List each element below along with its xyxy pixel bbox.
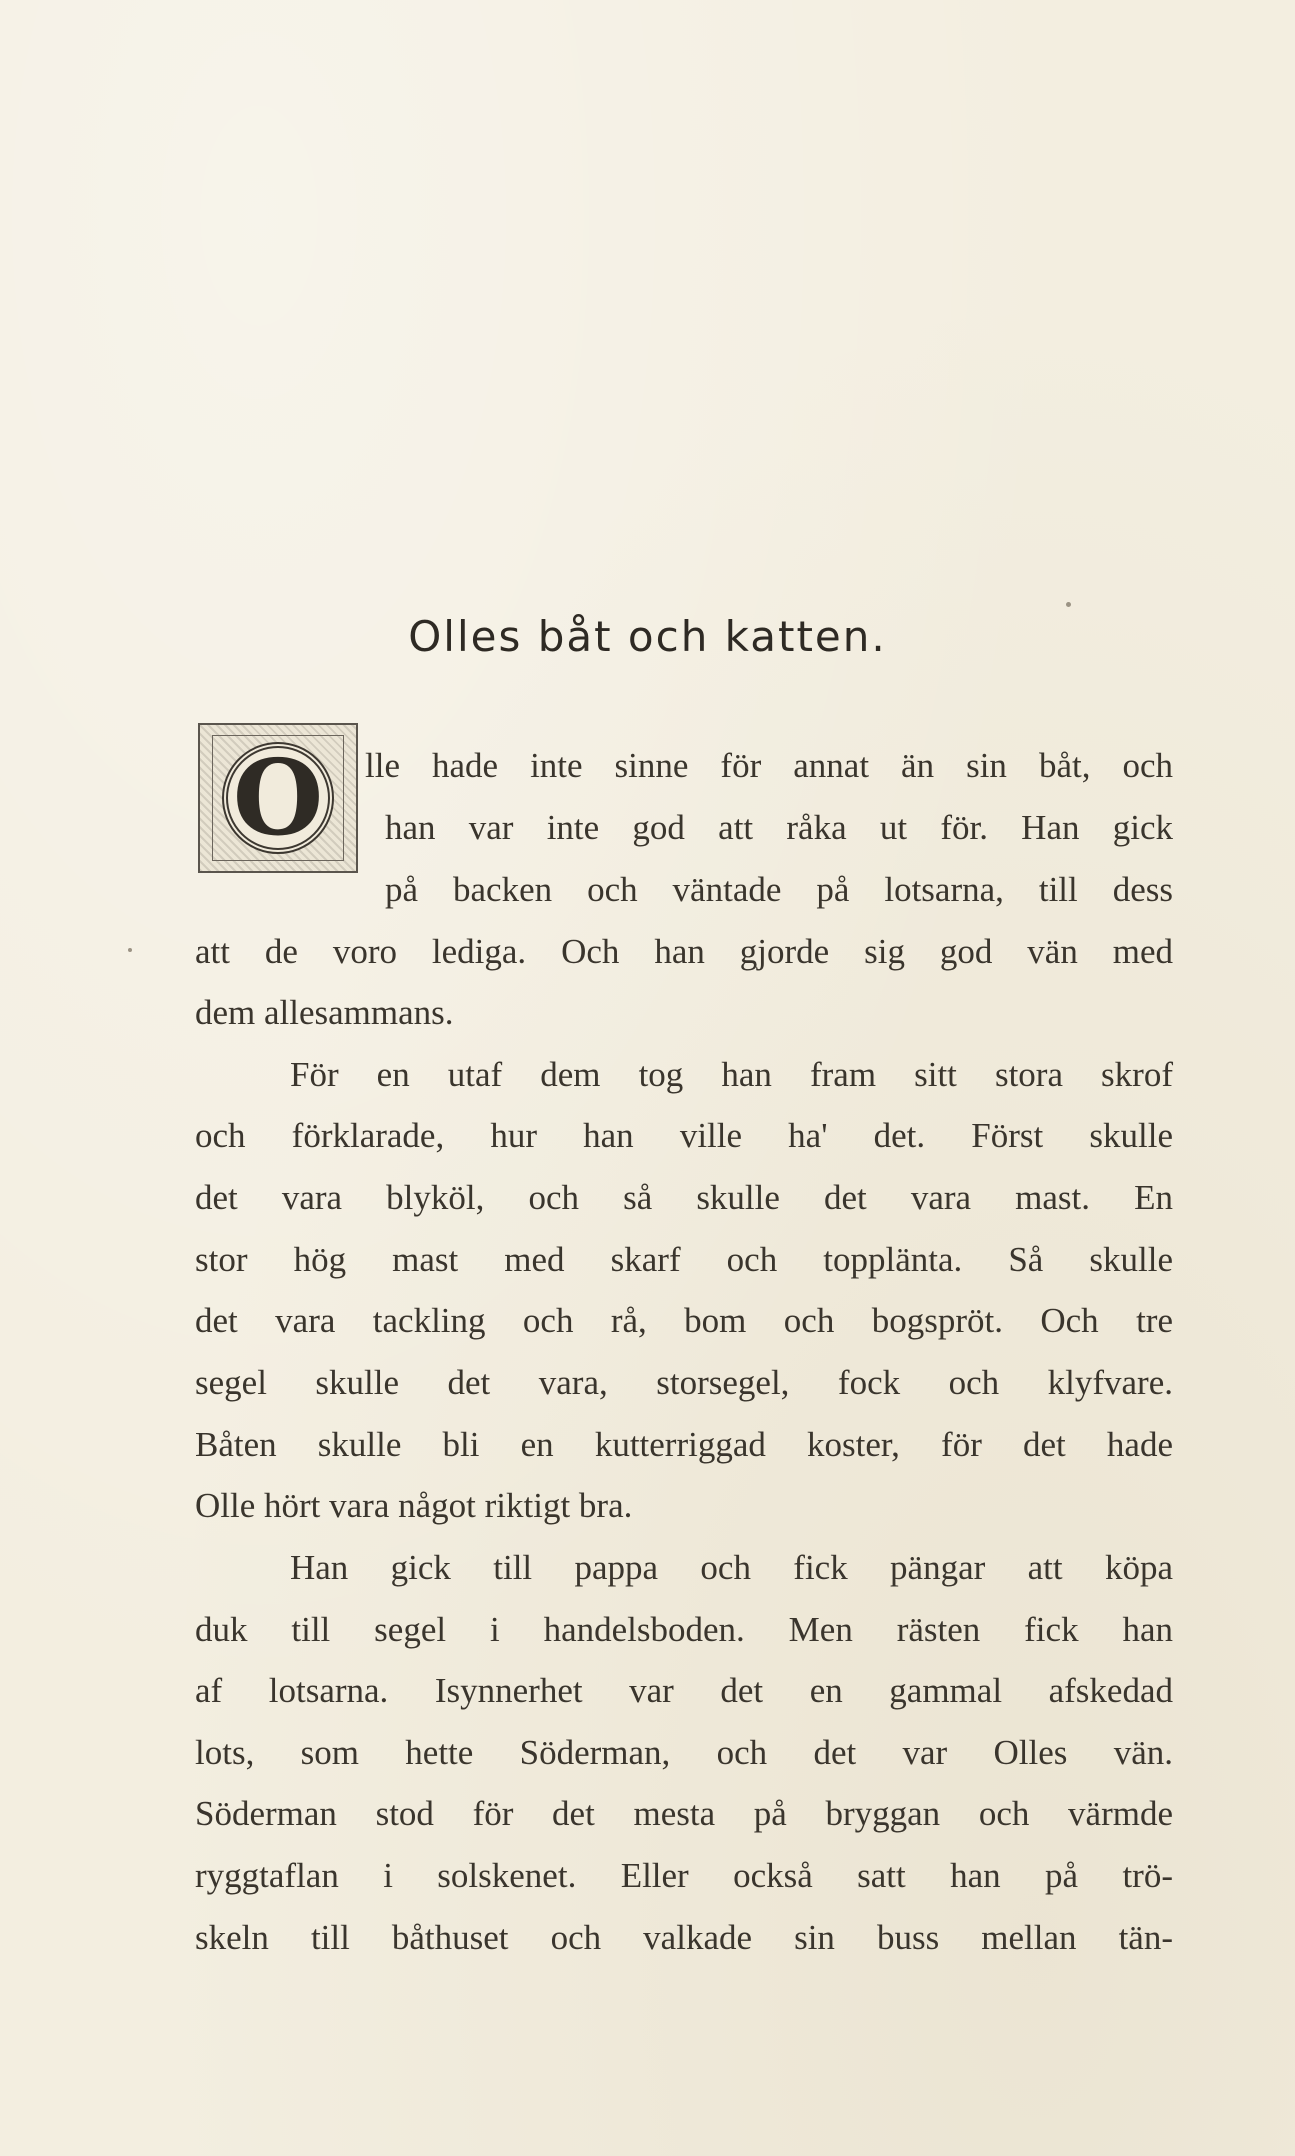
drop-cap-frame	[212, 735, 344, 861]
text-line-5: dem allesammans.	[195, 993, 454, 1032]
text-line-10: det vara tackling och rå, bom och bogspröt. Och tre	[195, 1301, 1173, 1340]
text-line-7: och förklarade, hur han ville ha' det. Först skulle	[195, 1116, 1173, 1155]
drop-cap-letter: O	[222, 742, 334, 854]
text-line-3: på backen och väntade på lotsarna, till dess	[385, 870, 1173, 909]
text-line-9: stor hög mast med skarf och topplänta. Så skulle	[195, 1240, 1173, 1279]
text-line-12: Båten skulle bli en kutterriggad koster, för det hade	[195, 1425, 1173, 1464]
text-line-2: han var inte god att råka ut för. Han gick	[385, 808, 1173, 847]
text-line-11: segel skulle det vara, storsegel, fock och klyfvare.	[195, 1363, 1173, 1402]
text-line-6: För en utaf dem tog han fram sitt stora skrof	[290, 1055, 1173, 1094]
text-line-13: Olle hört vara något riktigt bra.	[195, 1486, 633, 1525]
text-line-16: af lotsarna. Isynnerhet var det en gammal afskedad	[195, 1671, 1173, 1710]
paper-speck	[128, 948, 132, 952]
chapter-title: Olles båt och katten.	[408, 612, 887, 661]
text-line-20: skeln till båthuset och valkade sin buss mellan tän-	[195, 1918, 1173, 1957]
text-line-1: lle hade inte sinne för annat än sin båt, och	[365, 746, 1173, 785]
text-line-19: ryggtaflan i solskenet. Eller också satt han på trö-	[195, 1856, 1173, 1895]
text-line-17: lots, som hette Söderman, och det var Olles vän.	[195, 1733, 1173, 1772]
text-line-8: det vara blyköl, och så skulle det vara mast. En	[195, 1178, 1173, 1217]
text-line-14: Han gick till pappa och fick pängar att köpa	[290, 1548, 1173, 1587]
paper-speck	[1066, 602, 1071, 607]
text-line-15: duk till segel i handelsboden. Men rästen fick han	[195, 1610, 1173, 1649]
text-line-4: att de voro lediga. Och han gjorde sig god vän med	[195, 932, 1173, 971]
text-line-18: Söderman stod för det mesta på bryggan och värmde	[195, 1794, 1173, 1833]
drop-cap-ornament	[198, 723, 358, 873]
